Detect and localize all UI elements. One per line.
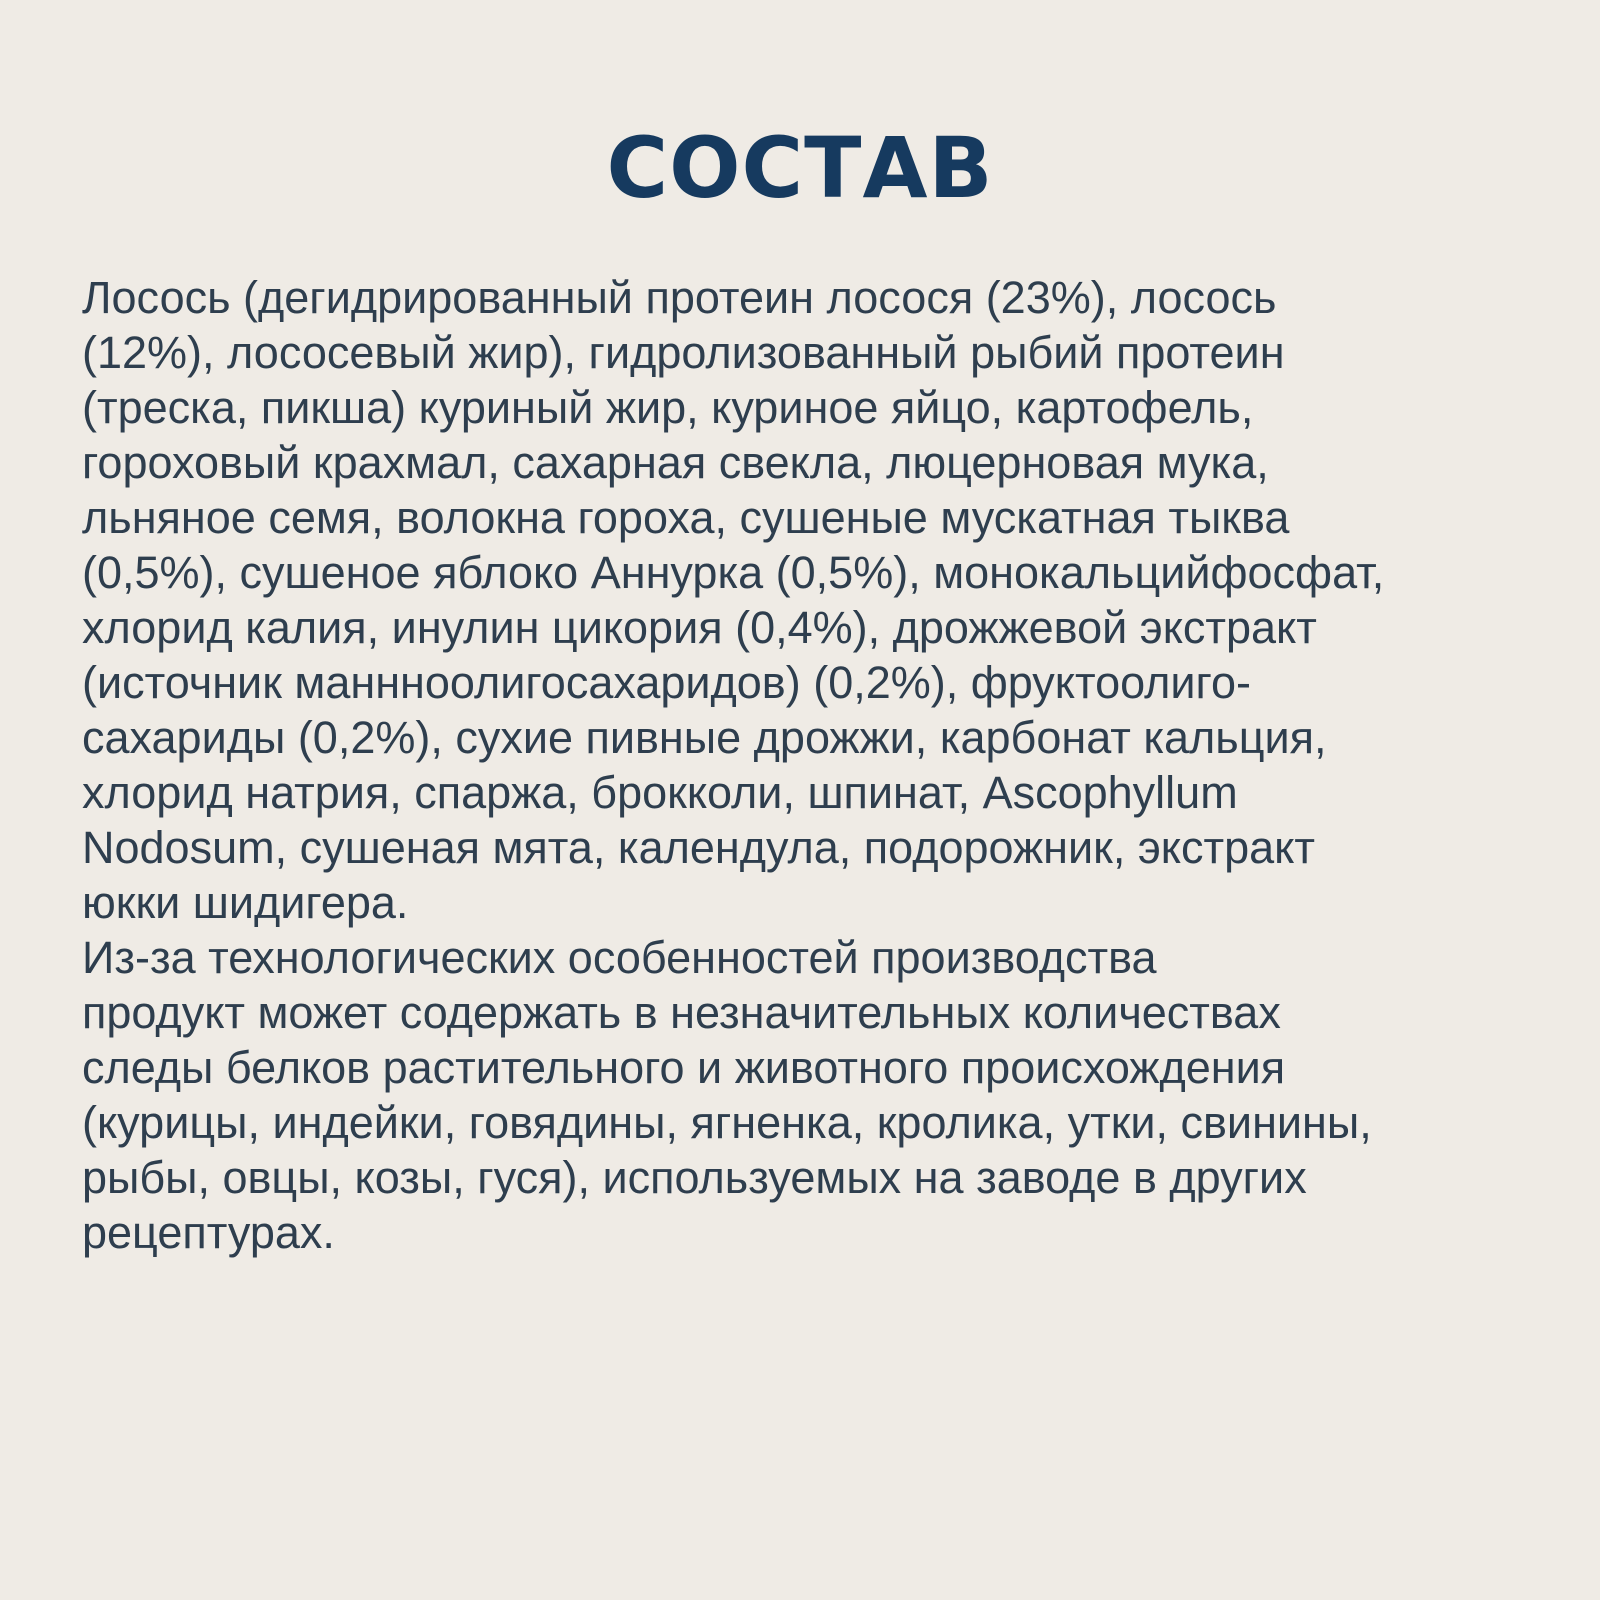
notice-line: продукт может содержать в незначительных количествах — [82, 987, 1281, 1038]
notice-line: рыбы, овцы, козы, гуся), используемых на заводе в других — [82, 1152, 1307, 1203]
composition-line: сахариды (0,2%), сухие пивные дрожжи, карбонат кальция, — [82, 712, 1327, 763]
notice-line: Из-за технологических особенностей производства — [82, 932, 1157, 983]
composition-line: Лосось (дегидрированный протеин лосося (23%), лосось — [82, 272, 1277, 323]
composition-line: хлорид натрия, спаржа, брокколи, шпинат, Ascophyllum — [82, 767, 1238, 818]
notice-line: рецептурах. — [82, 1207, 335, 1258]
allergen-notice-paragraph — [82, 930, 1522, 1260]
composition-text-block — [82, 270, 1522, 1260]
notice-line: следы белков растительного и животного происхождения — [82, 1042, 1286, 1093]
page-title: СОСТАВ — [606, 119, 994, 217]
composition-line: Nodosum, сушеная мята, календула, подорожник, экстракт — [82, 822, 1315, 873]
composition-line: юкки шидигера. — [82, 877, 409, 928]
composition-paragraph — [82, 270, 1522, 930]
notice-line: (курицы, индейки, говядины, ягненка, кролика, утки, свинины, — [82, 1097, 1372, 1148]
composition-line: (треска, пикша) куриный жир, куриное яйцо, картофель, — [82, 382, 1254, 433]
composition-line: (0,5%), сушеное яблоко Аннурка (0,5%), монокальцийфосфат, — [82, 547, 1385, 598]
composition-line: хлорид калия, инулин цикория (0,4%), дрожжевой экстракт — [82, 602, 1317, 653]
composition-line: гороховый крахмал, сахарная свекла, люцерновая мука, — [82, 437, 1269, 488]
composition-line: (источник маннноолигосахаридов) (0,2%), фруктоолиго- — [82, 657, 1251, 708]
composition-line: льняное семя, волокна гороха, сушеные мускатная тыква — [82, 492, 1290, 543]
composition-line: (12%), лососевый жир), гидролизованный рыбий протеин — [82, 327, 1285, 378]
